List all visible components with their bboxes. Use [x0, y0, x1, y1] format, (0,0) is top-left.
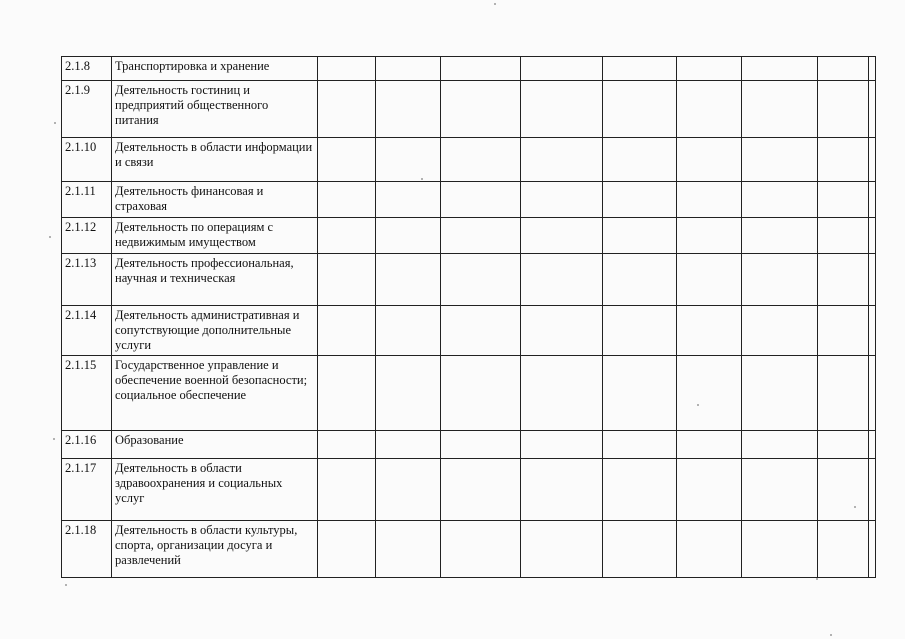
empty-cell	[318, 57, 376, 81]
empty-cell	[818, 356, 869, 431]
empty-cell	[818, 57, 869, 81]
empty-cell	[521, 306, 603, 356]
scan-speck	[65, 584, 67, 586]
empty-cell	[742, 81, 818, 138]
row-number: 2.1.9	[62, 81, 112, 138]
table-row	[62, 356, 876, 431]
empty-cell	[603, 138, 677, 182]
row-number: 2.1.18	[62, 521, 112, 578]
scan-speck	[830, 634, 832, 636]
empty-cell	[742, 218, 818, 254]
activity-name: Деятельность по операциям с недвижимым имуществом	[112, 218, 318, 254]
empty-cell	[603, 306, 677, 356]
empty-cell	[521, 431, 603, 459]
empty-cell	[441, 138, 521, 182]
empty-cell	[376, 306, 441, 356]
empty-cell	[318, 182, 376, 218]
empty-cell	[742, 431, 818, 459]
row-number: 2.1.16	[62, 431, 112, 459]
empty-cell	[742, 182, 818, 218]
empty-cell	[521, 138, 603, 182]
empty-cell	[869, 182, 876, 218]
activity-name: Деятельность профессиональная, научная и техническая	[112, 254, 318, 306]
empty-cell	[521, 254, 603, 306]
empty-cell	[441, 459, 521, 521]
scan-speck	[421, 178, 423, 180]
empty-cell	[677, 459, 742, 521]
table-row	[62, 57, 876, 81]
empty-cell	[376, 459, 441, 521]
empty-cell	[818, 218, 869, 254]
empty-cell	[818, 138, 869, 182]
empty-cell	[441, 431, 521, 459]
table-row	[62, 218, 876, 254]
empty-cell	[441, 521, 521, 578]
empty-cell	[318, 306, 376, 356]
empty-cell	[742, 57, 818, 81]
empty-cell	[376, 431, 441, 459]
empty-cell	[869, 138, 876, 182]
activity-name: Деятельность гостиниц и предприятий общественного питания	[112, 81, 318, 138]
activity-name: Образование	[112, 431, 318, 459]
empty-cell	[521, 459, 603, 521]
empty-cell	[441, 57, 521, 81]
empty-cell	[818, 306, 869, 356]
empty-cell	[742, 254, 818, 306]
empty-cell	[677, 182, 742, 218]
empty-cell	[441, 306, 521, 356]
empty-cell	[603, 431, 677, 459]
empty-cell	[521, 218, 603, 254]
empty-cell	[318, 431, 376, 459]
empty-cell	[318, 138, 376, 182]
table-row	[62, 81, 876, 138]
row-number: 2.1.12	[62, 218, 112, 254]
row-number: 2.1.17	[62, 459, 112, 521]
row-number: 2.1.11	[62, 182, 112, 218]
empty-cell	[677, 218, 742, 254]
activity-table	[61, 56, 876, 578]
empty-cell	[441, 218, 521, 254]
activity-name: Деятельность административная и сопутствующие дополнительные услуги	[112, 306, 318, 356]
empty-cell	[742, 356, 818, 431]
empty-cell	[742, 521, 818, 578]
empty-cell	[376, 138, 441, 182]
empty-cell	[603, 81, 677, 138]
empty-cell	[818, 81, 869, 138]
empty-cell	[521, 182, 603, 218]
table-row	[62, 138, 876, 182]
empty-cell	[818, 254, 869, 306]
empty-cell	[441, 356, 521, 431]
empty-cell	[376, 254, 441, 306]
empty-cell	[742, 138, 818, 182]
empty-cell	[441, 254, 521, 306]
table-row	[62, 431, 876, 459]
row-number: 2.1.14	[62, 306, 112, 356]
empty-cell	[818, 431, 869, 459]
empty-cell	[869, 521, 876, 578]
table-row	[62, 459, 876, 521]
empty-cell	[521, 81, 603, 138]
empty-cell	[376, 57, 441, 81]
empty-cell	[318, 459, 376, 521]
empty-cell	[603, 356, 677, 431]
scan-speck	[854, 506, 856, 508]
activity-name: Деятельность в области здравоохранения и социальных услуг	[112, 459, 318, 521]
scan-speck	[53, 438, 55, 440]
empty-cell	[677, 57, 742, 81]
empty-cell	[376, 356, 441, 431]
scan-speck	[54, 122, 56, 124]
empty-cell	[318, 218, 376, 254]
empty-cell	[376, 218, 441, 254]
empty-cell	[818, 182, 869, 218]
activity-name: Деятельность в области культуры, спорта, организации досуга и развлечений	[112, 521, 318, 578]
empty-cell	[521, 356, 603, 431]
empty-cell	[318, 81, 376, 138]
empty-cell	[742, 459, 818, 521]
table-row	[62, 306, 876, 356]
empty-cell	[603, 218, 677, 254]
empty-cell	[441, 182, 521, 218]
empty-cell	[376, 521, 441, 578]
empty-cell	[603, 521, 677, 578]
empty-cell	[521, 521, 603, 578]
row-number: 2.1.13	[62, 254, 112, 306]
empty-cell	[677, 254, 742, 306]
empty-cell	[869, 459, 876, 521]
scan-speck	[49, 236, 51, 238]
empty-cell	[376, 81, 441, 138]
table-row	[62, 182, 876, 218]
row-number: 2.1.10	[62, 138, 112, 182]
empty-cell	[677, 306, 742, 356]
empty-cell	[677, 138, 742, 182]
scan-speck	[494, 3, 496, 5]
scan-speck	[816, 578, 818, 580]
empty-cell	[376, 182, 441, 218]
empty-cell	[869, 57, 876, 81]
activity-name: Деятельность в области информации и связи	[112, 138, 318, 182]
empty-cell	[318, 356, 376, 431]
empty-cell	[869, 254, 876, 306]
empty-cell	[869, 431, 876, 459]
empty-cell	[869, 356, 876, 431]
empty-cell	[521, 57, 603, 81]
empty-cell	[818, 521, 869, 578]
empty-cell	[318, 521, 376, 578]
empty-cell	[677, 521, 742, 578]
empty-cell	[318, 254, 376, 306]
empty-cell	[677, 431, 742, 459]
row-number: 2.1.8	[62, 57, 112, 81]
empty-cell	[441, 81, 521, 138]
empty-cell	[869, 81, 876, 138]
activity-name: Государственное управление и обеспечение военной безопасности; социальное обеспечение	[112, 356, 318, 431]
table-row	[62, 521, 876, 578]
row-number: 2.1.15	[62, 356, 112, 431]
empty-cell	[677, 81, 742, 138]
empty-cell	[818, 459, 869, 521]
empty-cell	[742, 306, 818, 356]
empty-cell	[869, 218, 876, 254]
activity-name: Деятельность финансовая и страховая	[112, 182, 318, 218]
activity-name: Транспортировка и хранение	[112, 57, 318, 81]
scan-speck	[697, 404, 699, 406]
empty-cell	[603, 57, 677, 81]
table-row	[62, 254, 876, 306]
empty-cell	[603, 182, 677, 218]
empty-cell	[603, 254, 677, 306]
empty-cell	[603, 459, 677, 521]
empty-cell	[677, 356, 742, 431]
empty-cell	[869, 306, 876, 356]
